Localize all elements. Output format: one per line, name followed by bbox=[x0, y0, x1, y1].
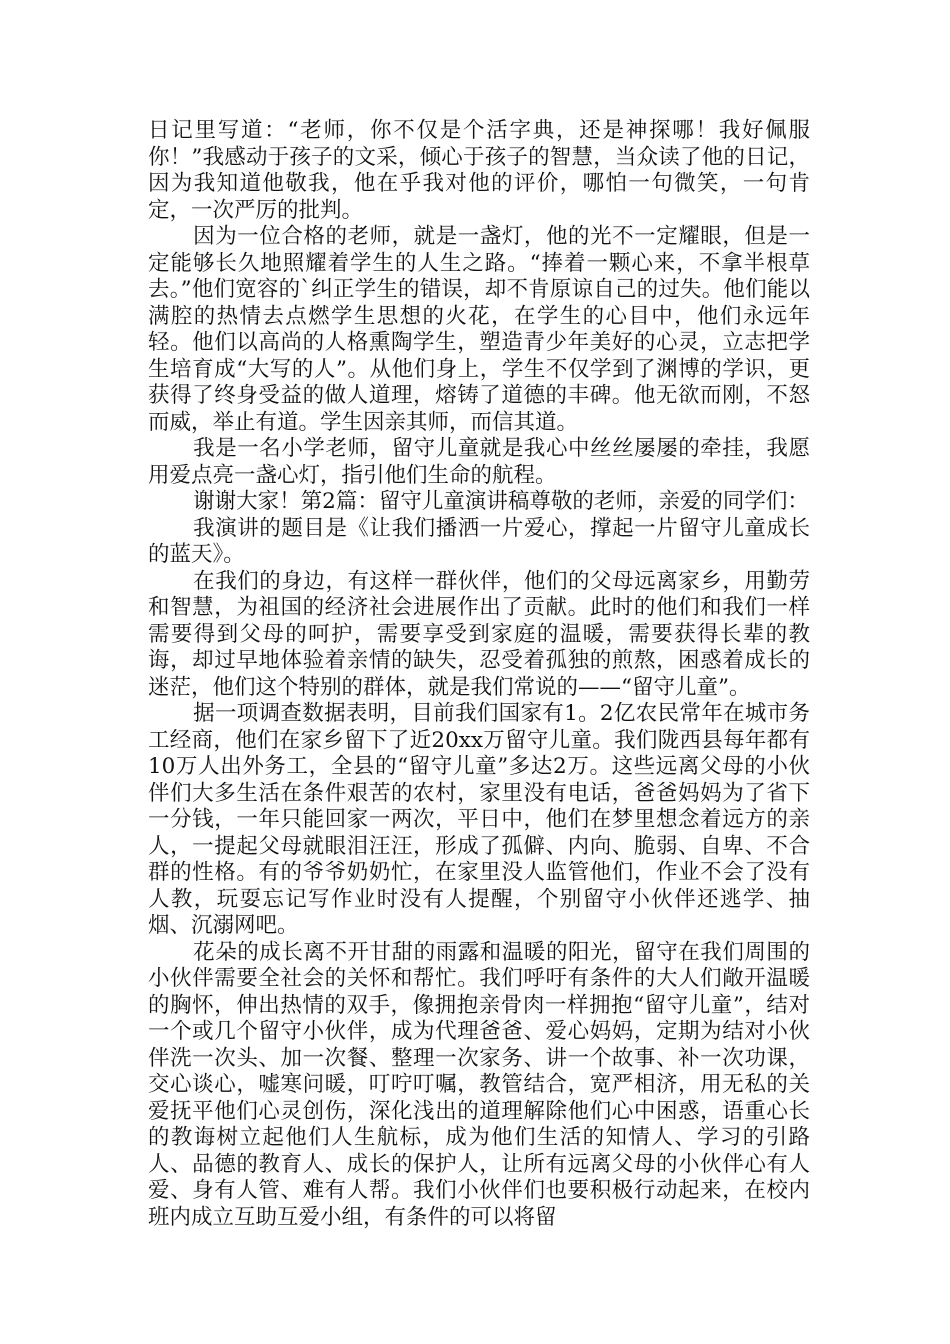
paragraph-5: 我演讲的题目是《让我们播洒一片爱心，撑起一片留守儿童成长的蓝天》。 bbox=[148, 515, 810, 567]
paragraph-4: 谢谢大家！第2篇：留守儿童演讲稿尊敬的老师，亲爱的同学们： bbox=[193, 489, 809, 514]
paragraph-3: 我是一名小学老师，留守儿童就是我心中丝丝屡屡的牵挂，我愿用爱点亮一盏心灯，指引他们生命的航程。 bbox=[148, 436, 810, 488]
document-body bbox=[148, 118, 810, 1231]
paragraph-8: 花朵的成长离不开甘甜的雨露和温暖的阳光，留守在我们周围的小伙伴需要全社会的关怀和帮忙。我们呼吁有条件的大人们敞开温暖的胸怀，伸出热情的双手，像拥抱亲骨肉一样拥抱“留守儿童”，结对一个或几个留守小伙伴，成为代理爸爸、爱心妈妈，定期为结对小伙伴洗一次头、加一次餐、整理一次家务、讲一个故事、补一次功课，交心谈心，嘘寒问暖，叮咛叮嘱，教管结合，宽严相济，用无私的关爱抚平他们心灵创伤，深化浅出的道理解除他们心中困惑，语重心长的教诲树立起他们人生航标，成为他们生活的知情人、学习的引路人、品德的教育人、成长的保护人，让所有远离父母的小伙伴心有人爱、身有人管、难有人帮。我们小伙伴们也要积极行动起来，在校内班内成立互助互爱小组，有条件的可以将留 bbox=[148, 939, 810, 1230]
paragraph-2: 因为一位合格的老师，就是一盏灯，他的光不一定耀眼，但是一定能够长久地照耀着学生的人生之路。“捧着一颗心来，不拿半根草去。”他们宽容的`纠正学生的错误，却不肯原谅自己的过失。他们能以满腔的热情去点燃学生思想的火花，在学生的心目中，他们永远年轻。他们以高尚的人格熏陶学生，塑造青少年美好的心灵，立志把学生培育成“大写的人”。从他们身上，学生不仅学到了渊博的学识，更获得了终身受益的做人道理，熔铸了道德的丰碑。他无欲而刚，不怒而威，举止有道。学生因亲其师，而信其道。 bbox=[148, 224, 810, 435]
paragraph-1: 日记里写道：“老师，你不仅是个活字典，还是神探哪！我好佩服你！”我感动于孩子的文采，倾心于孩子的智慧，当众读了他的日记，因为我知道他敬我，他在乎我对他的评价，哪怕一句微笑，一句肯定，一次严厉的批判。 bbox=[148, 118, 810, 223]
paragraph-6: 在我们的身边，有这样一群伙伴，他们的父母远离家乡，用勤劳和智慧，为祖国的经济社会进展作出了贡献。此时的他们和我们一样需要得到父母的呵护，需要享受到家庭的温暖，需要获得长辈的教诲，却过早地体验着亲情的缺失，忍受着孤独的煎熬，困惑着成长的迷茫，他们这个特别的群体，就是我们常说的——“留守儿童”。 bbox=[148, 568, 810, 700]
paragraph-7: 据一项调查数据表明，目前我们国家有1。2亿农民常年在城市务工经商，他们在家乡留下了近20xx万留守儿童。我们陇西县每年都有10万人出外务工，全县的“留守儿童”多达2万。这些远离父母的小伙伴们大多生活在条件艰苦的农村，家里没有电话，爸爸妈妈为了省下一分钱，一年只能回家一两次，平日中，他们在梦里想念着远方的亲人，一提起父母就眼泪汪汪，形成了孤僻、内向、脆弱、自卑、不合群的性格。有的爷爷奶奶忙，在家里没人监管他们，作业不会了没有人教，玩耍忘记写作业时没有人提醒，个别留守小伙伴还逃学、抽烟、沉溺网吧。 bbox=[148, 701, 810, 938]
